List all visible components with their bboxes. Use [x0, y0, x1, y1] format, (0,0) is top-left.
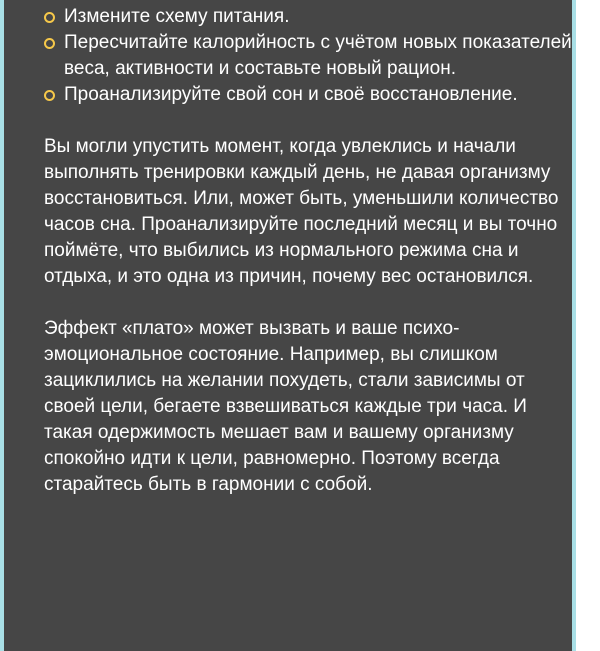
- tips-list: [44, 4, 572, 108]
- list-item: [44, 30, 572, 82]
- list-item: [44, 82, 572, 108]
- list-item-text: Пересчитайте калорийность с учётом новых показателей веса, активности и составьте новый рацион.: [64, 32, 572, 79]
- circle-bullet-icon: [44, 90, 55, 101]
- list-item-text: Измените схему питания.: [64, 6, 290, 27]
- list-item-text: Проанализируйте свой сон и своё восстановление.: [64, 84, 518, 105]
- paragraph-recovery: Вы могли упустить момент, когда увлеклись и начали выполнять тренировки каждый день, не давая организму восстановиться. Или, может быть, уменьшили количество часов сна. Проанализируйте последний месяц и вы точно поймёте, что выбились из нормального режима сна и отдыха, и это одна из причин, почему вес остановился.: [44, 136, 559, 287]
- circle-bullet-icon: [44, 38, 55, 49]
- list-item: [44, 4, 572, 30]
- article-content: [44, 4, 572, 498]
- circle-bullet-icon: [44, 12, 55, 23]
- paragraph-plateau: Эффект «плато» может вызвать и ваше психо-эмоциональное состояние. Например, вы слишком зациклились на желании похудеть, стали зависимы от своей цели, бегаете взвешиваться каждые три часа. И такая одержимость мешает вам и вашему организму спокойно идти к цели, равномерно. Поэтому всегда старайтесь быть в гармонии с собой.: [44, 318, 527, 495]
- page-margin: [580, 0, 600, 651]
